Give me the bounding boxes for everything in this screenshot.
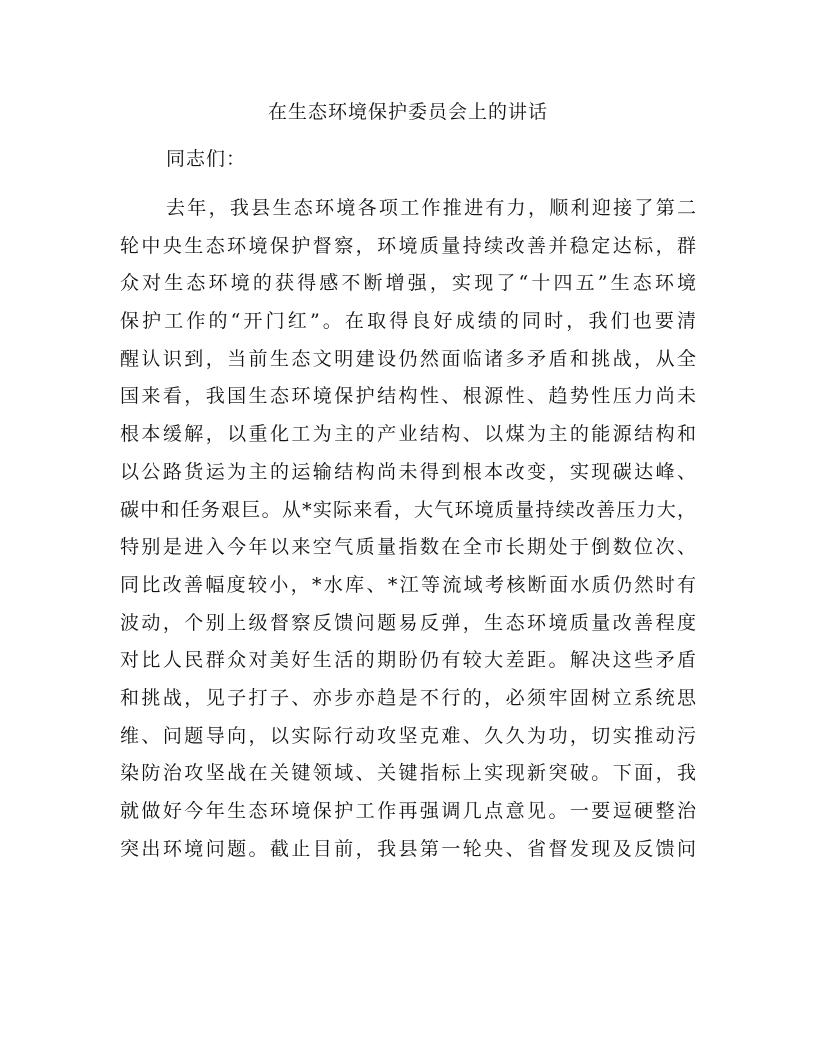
- body-line-1: 去年，我县生态环境各项工作推进有力，顺利迎接了第二: [166, 197, 696, 219]
- body-line-3: 众对生态环境的获得感不断增强，实现了“十四五”生态环境: [120, 272, 696, 295]
- body-line-13: 对比人民群众对美好生活的期盼仍有较大差距。解决这些矛盾: [120, 649, 696, 672]
- body-line-7: 根本缓解，以重化工为主的产业结构、以煤为主的能源结构和: [120, 423, 696, 446]
- body-line-15: 维、问题导向，以实际行动攻坚克难、久久为功，切实推动污: [120, 724, 696, 747]
- body-line-10: 特别是进入今年以来空气质量指数在全市长期处于倒数位次、: [120, 536, 696, 559]
- salutation: 同志们：: [166, 148, 247, 170]
- body-paragraph: [120, 190, 696, 868]
- body-line-5: 醒认识到，当前生态文明建设仍然面临诸多矛盾和挑战，从全: [120, 347, 696, 370]
- body-line-2: 轮中央生态环境保护督察，环境质量持续改善并稳定达标，群: [120, 234, 696, 257]
- body-line-17: 就做好今年生态环境保护工作再强调几点意见。一要逗硬整治: [120, 800, 696, 822]
- body-line-9: 碳中和任务艰巨。从*实际来看，大气环境质量持续改善压力大，: [120, 498, 696, 521]
- body-line-12: 波动，个别上级督察反馈问题易反弹，生态环境质量改善程度: [120, 611, 696, 634]
- body-line-16: 染防治攻坚战在关键领域、关键指标上实现新突破。下面，我: [120, 762, 696, 785]
- body-line-18: 突出环境问题。截止目前，我县第一轮央、省督发现及反馈问: [120, 837, 696, 860]
- body-line-11: 同比改善幅度较小，*水库、*江等流域考核断面水质仍然时有: [120, 573, 696, 596]
- body-line-6: 国来看，我国生态环境保护结构性、根源性、趋势性压力尚未: [120, 385, 696, 408]
- document-title: 在生态环境保护委员会上的讲话: [267, 101, 548, 123]
- body-line-8: 以公路货运为主的运输结构尚未得到根本改变，实现碳达峰、: [120, 460, 696, 483]
- body-line-4: 保护工作的“开门红”。在取得良好成绩的同时，我们也要清: [120, 310, 696, 333]
- body-line-14: 和挑战，见子打子、亦步亦趋是不行的，必须牢固树立系统思: [120, 686, 696, 709]
